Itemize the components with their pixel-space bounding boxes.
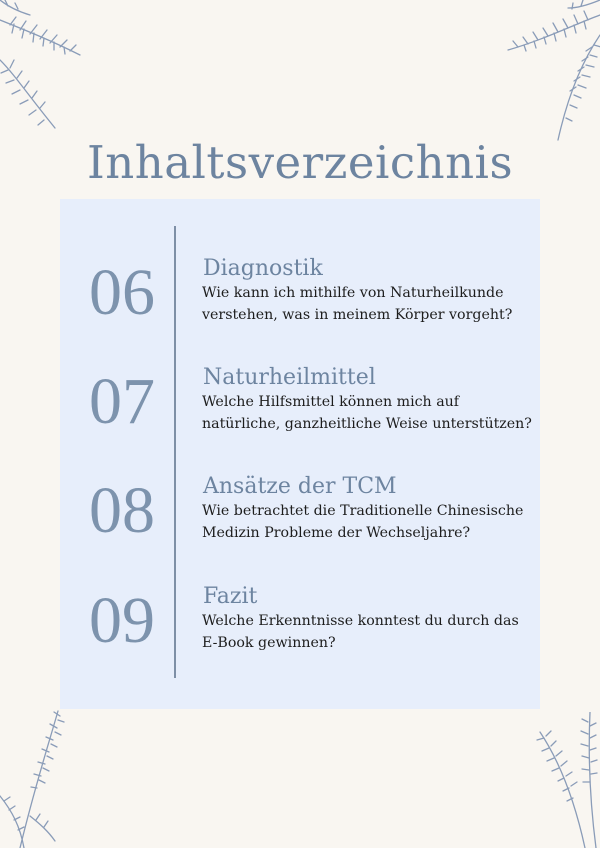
toc-page-number: 09 (89, 584, 155, 657)
toc-entry[interactable] (60, 586, 540, 686)
toc-heading: Ansätze der TCM (203, 474, 397, 499)
toc-heading: Naturheilmittel (203, 365, 376, 390)
toc-description: Welche Erkenntnisse konntest du durch das E-Book gewinnen? (202, 613, 519, 651)
toc-heading: Diagnostik (203, 256, 323, 281)
toc-page-number: 08 (89, 474, 155, 547)
lavender-sprig-icon (0, 0, 100, 135)
toc-heading: Fazit (203, 584, 258, 609)
toc-description: Wie betrachtet die Traditionelle Chinesische Medizin Probleme der Wechseljahre? (202, 503, 524, 541)
lavender-sprig-icon (530, 712, 600, 848)
toc-description: Welche Hilfsmittel können mich auf natürliche, ganzheitliche Weise unterstützen? (202, 394, 532, 432)
toc-entry[interactable] (60, 476, 540, 576)
toc-entry[interactable] (60, 367, 540, 467)
toc-page-number: 07 (89, 365, 155, 438)
page-title: Inhaltsverzeichnis (86, 136, 514, 189)
toc-entry[interactable] (60, 258, 540, 358)
lavender-sprig-icon (0, 706, 70, 848)
lavender-sprig-icon (488, 0, 600, 145)
toc-description: Wie kann ich mithilfe von Naturheilkunde verstehen, was in meinem Körper vorgeht? (202, 285, 513, 323)
toc-page-number: 06 (89, 256, 155, 329)
